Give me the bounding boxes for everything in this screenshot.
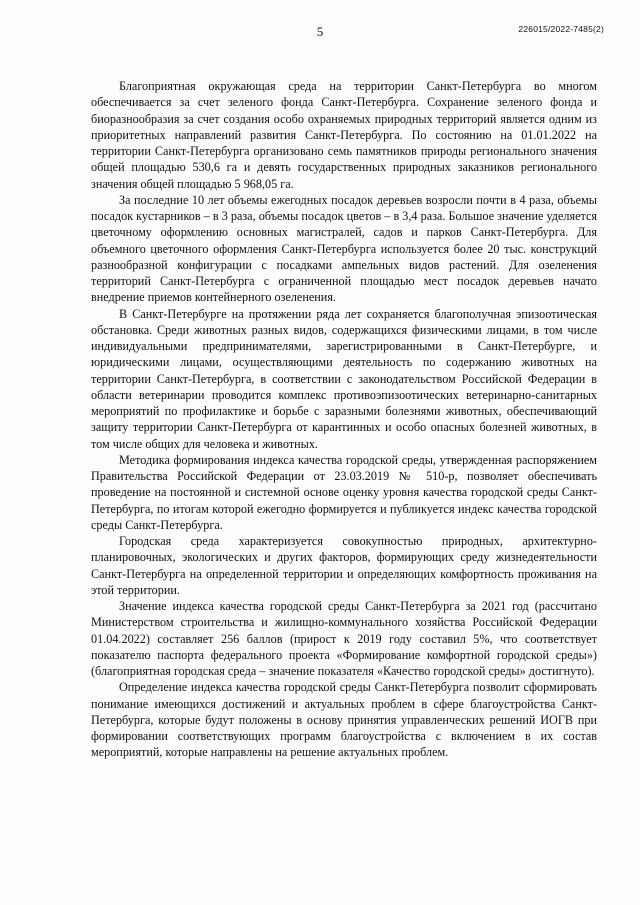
- page-number: 5: [316, 24, 324, 39]
- document-registration-number: 226015/2022-7485(2): [518, 24, 604, 34]
- paragraph-urban-environment-definition: Городская среда характеризуется совокупностью природных, архитектурно-планировочных, экологических и других факторов, формирующих среду жизнедеятельности Санкт-Петербурга на определенной территории и определяющих комфортность проживания на этой территории.: [91, 534, 597, 597]
- paragraph-urban-index-methodology: Методика формирования индекса качества городской среды, утвержденная распоряжением Правительства Российской Федерации от 23.03.2019 № 510-р, позволяет обеспечивать проведение на постоянной и системной основе оценку уровня качества городской среды Санкт-Петербурга, по итогам которой ежегодно формируется и публикуется индекс качества городской среды Санкт-Петербурга.: [91, 452, 597, 532]
- paragraph-green-fund: Благоприятная окружающая среда на территории Санкт-Петербурга во многом обеспечивается за счет зеленого фонда Санкт-Петербурга. Сохранение зеленого фонда и биоразнообразия за счет создания особо охраняемых природных территорий является одним из приоритетных направлений развития Санкт-Петербурга. По состоянию на 01.01.2022 на территории Санкт-Петербурга организовано семь памятников природы регионального значения общей площадью 530,6 га и девять государственных природных заказников регионального значения общей площадью 5 968,05 га.: [91, 79, 597, 191]
- paragraph-planting-volumes: За последние 10 лет объемы ежегодных посадок деревьев возросли почти в 4 раза, объемы посадок кустарников – в 3 раза, объемы посадок цветов – в 3,4 раза. Большое значение уделяется цветочному оформлению основных магистралей, садов и парков Санкт-Петербурга. Для объемного цветочного оформления Санкт-Петербурга используется более 20 тыс. конструкций разнообразной конфигурации с посадками ампельных видов растений. Для озеленения территорий Санкт-Петербурга с ограниченной площадью мест посадок деревьев начато внедрение приемов контейнерного озеленения.: [91, 192, 597, 305]
- document-body: [91, 78, 597, 761]
- paragraph-index-value-2021: Значение индекса качества городской среды Санкт-Петербурга за 2021 год (рассчитано Министерством строительства и жилищно-коммунального хозяйства Российской Федерации 01.04.2022) составляет 256 баллов (прирост к 2019 году составил 5%, что соответствует показателю паспорта федерального проекта «Формирование комфортной городской среды») (благоприятная городская среда – значение показателя «Качество городской среды» достигнуто).: [91, 599, 597, 678]
- paragraph-epizootic-situation: В Санкт-Петербурге на протяжении ряда лет сохраняется благополучная эпизоотическая обстановка. Среди животных разных видов, содержащихся физическими лицами, в том числе индивидуальными предпринимателями, зарегистрированными в Санкт-Петербурге, и юридическими лицами, осуществляющими деятельность по содержанию животных на территории Санкт-Петербурга, в соответствии с законодательством Российской Федерации в области ветеринарии проводится комплекс противоэпизоотических ветеринарно-санитарных мероприятий по профилактике и борьбе с заразными болезнями животных, обеспечивающий защиту территории Санкт-Петербурга от карантинных и особо опасных болезней животных, в том числе общих для человека и животных.: [91, 306, 597, 451]
- paragraph-index-purpose: Определение индекса качества городской среды Санкт-Петербурга позволит сформировать понимание имеющихся достижений и актуальных проблем в сфере благоустройства Санкт-Петербурга, которые будут положены в основу принятия управленческих решений ИОГВ при формировании соответствующих программ благоустройства с включением в их состав мероприятий, которые направлены на решение актуальных проблем.: [91, 680, 597, 760]
